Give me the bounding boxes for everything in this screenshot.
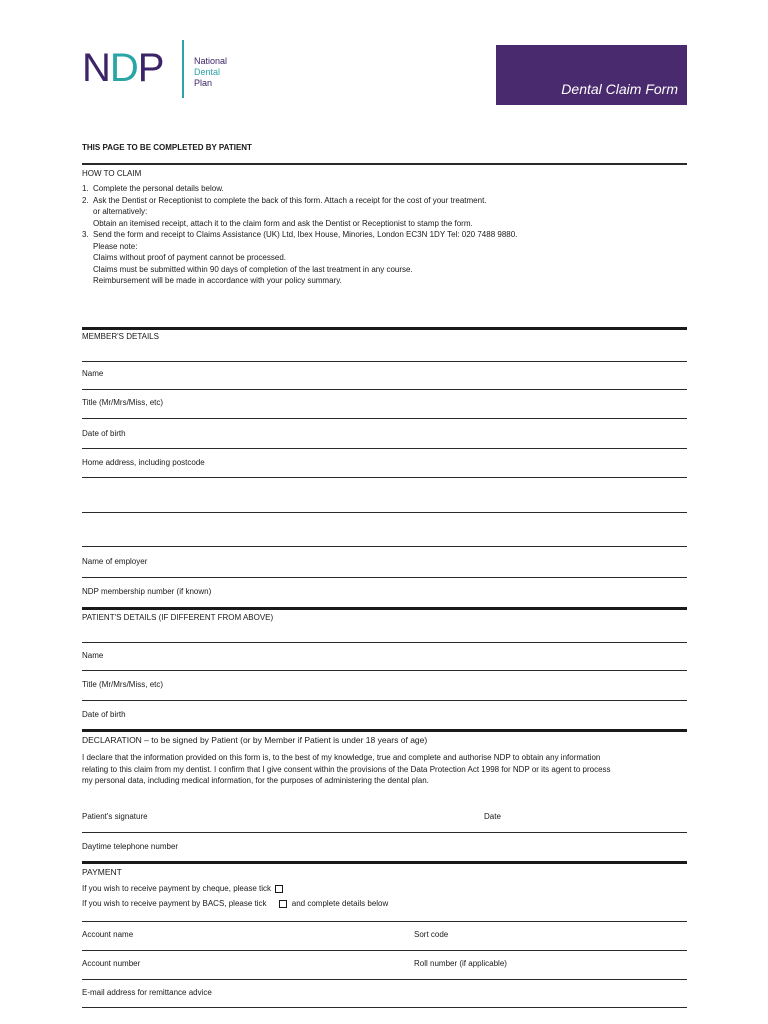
step-number: 1. — [82, 184, 89, 193]
members-details-heading: MEMBER'S DETAILS — [82, 332, 159, 341]
address-line[interactable] — [82, 512, 687, 513]
bacs-label: If you wish to receive payment by BACS, please tick — [82, 899, 267, 908]
logo-line-plan: Plan — [194, 78, 213, 88]
divider — [82, 448, 687, 449]
step-number: 3. — [82, 230, 89, 239]
member-address-field[interactable]: Home address, including postcode — [82, 458, 205, 467]
divider — [82, 979, 687, 980]
step-2 — [82, 195, 682, 207]
cheque-option — [82, 884, 283, 893]
divider — [82, 700, 687, 701]
payment-heading: PAYMENT — [82, 867, 122, 877]
note-item: Claims without proof of payment cannot be processed. — [93, 253, 286, 262]
alternative-line: or alternatively: — [93, 207, 148, 216]
step-text: Send the form and receipt to Claims Assistance (UK) Ltd, Ibex House, Minories, London EC3N 1DY Tel: 020 7488 9880. — [93, 230, 518, 239]
divider — [82, 163, 687, 165]
logo-line-national: National — [194, 56, 228, 66]
declaration-heading: DECLARATION – to be signed by Patient (or by Member if Patient is under 18 years of age) — [82, 735, 428, 745]
logo-letter-d: D — [109, 46, 138, 90]
form-title: Dental Claim Form — [561, 81, 678, 97]
patient-section-heading: THIS PAGE TO BE COMPLETED BY PATIENT — [82, 143, 252, 152]
cheque-label: If you wish to receive payment by cheque, please tick — [82, 884, 271, 893]
declaration-line: my personal data, including medical information, for the purposes of administering the dental plan. — [82, 776, 429, 785]
roll-number-field[interactable]: Roll number (if applicable) — [414, 959, 507, 968]
divider — [82, 577, 687, 578]
declaration-line: I declare that the information provided on this form is, to the best of my knowledge, true and complete and authorise NDP to obtain any information — [82, 753, 601, 762]
member-title-field[interactable]: Title (Mr/Mrs/Miss, etc) — [82, 398, 164, 407]
employer-field[interactable]: Name of employer — [82, 557, 148, 566]
section-divider — [82, 327, 687, 330]
divider — [82, 361, 687, 362]
step-number: 2. — [82, 195, 89, 205]
logo-letter-p: P — [137, 46, 164, 90]
patients-details-heading: PATIENT'S DETAILS (IF DIFFERENT FROM ABOVE) — [82, 613, 274, 622]
form-title-box — [496, 45, 687, 105]
bacs-option — [82, 899, 388, 908]
divider — [82, 832, 687, 833]
date-field[interactable]: Date — [484, 812, 501, 821]
patient-title-field[interactable]: Title (Mr/Mrs/Miss, etc) — [82, 680, 164, 689]
logo-wordmark — [194, 56, 227, 89]
divider — [82, 418, 687, 419]
step-1 — [82, 183, 682, 195]
step-text: Ask the Dentist or Receptionist to complete the back of this form. Attach a receipt for the cost of your treatment. — [93, 195, 487, 205]
ndp-logo — [82, 48, 163, 88]
phone-field[interactable]: Daytime telephone number — [82, 842, 179, 851]
patient-dob-field[interactable]: Date of birth — [82, 710, 126, 719]
note-item: Claims must be submitted within 90 days of completion of the last treatment in any course. — [93, 264, 413, 274]
logo-line-dental: Dental — [194, 67, 221, 77]
section-divider — [82, 729, 687, 732]
section-divider — [82, 861, 687, 864]
email-field[interactable]: E-mail address for remittance advice — [82, 988, 212, 997]
declaration-line: relating to this claim from my dentist. I confirm that I give consent within the provisions of the Data Protection Act 1998 for NDP or its agent to process — [82, 764, 611, 774]
account-name-field[interactable]: Account name — [82, 930, 134, 939]
divider — [82, 642, 687, 643]
how-to-claim-heading: HOW TO CLAIM — [82, 169, 142, 178]
cheque-checkbox[interactable] — [275, 885, 283, 893]
how-to-claim-list — [82, 183, 682, 287]
bacs-checkbox[interactable] — [279, 900, 287, 908]
account-number-field[interactable]: Account number — [82, 959, 141, 968]
logo-divider — [182, 40, 184, 98]
note-item: Reimbursement will be made in accordance with your policy summary. — [93, 276, 342, 285]
membership-number-field[interactable]: NDP membership number (if known) — [82, 587, 212, 596]
member-name-field[interactable]: Name — [82, 369, 104, 378]
alternative-instructions: Obtain an itemised receipt, attach it to the claim form and ask the Dentist or Receptionist to stamp the form. — [93, 218, 473, 228]
patient-name-field[interactable]: Name — [82, 651, 104, 660]
divider — [82, 546, 687, 547]
bacs-suffix: and complete details below — [291, 899, 389, 908]
signature-field[interactable]: Patient's signature — [82, 812, 148, 821]
divider — [82, 921, 687, 922]
divider — [82, 389, 687, 390]
sort-code-field[interactable]: Sort code — [414, 930, 449, 939]
divider — [82, 477, 687, 478]
divider — [82, 950, 687, 951]
member-dob-field[interactable]: Date of birth — [82, 429, 126, 438]
section-divider — [82, 607, 687, 610]
logo-letter-n: N — [82, 46, 110, 90]
step-3 — [82, 229, 682, 241]
divider — [82, 1007, 687, 1008]
declaration-text — [82, 752, 687, 787]
divider — [82, 670, 687, 671]
note-title: Please note: — [93, 241, 138, 251]
step-text: Complete the personal details below. — [93, 184, 224, 193]
